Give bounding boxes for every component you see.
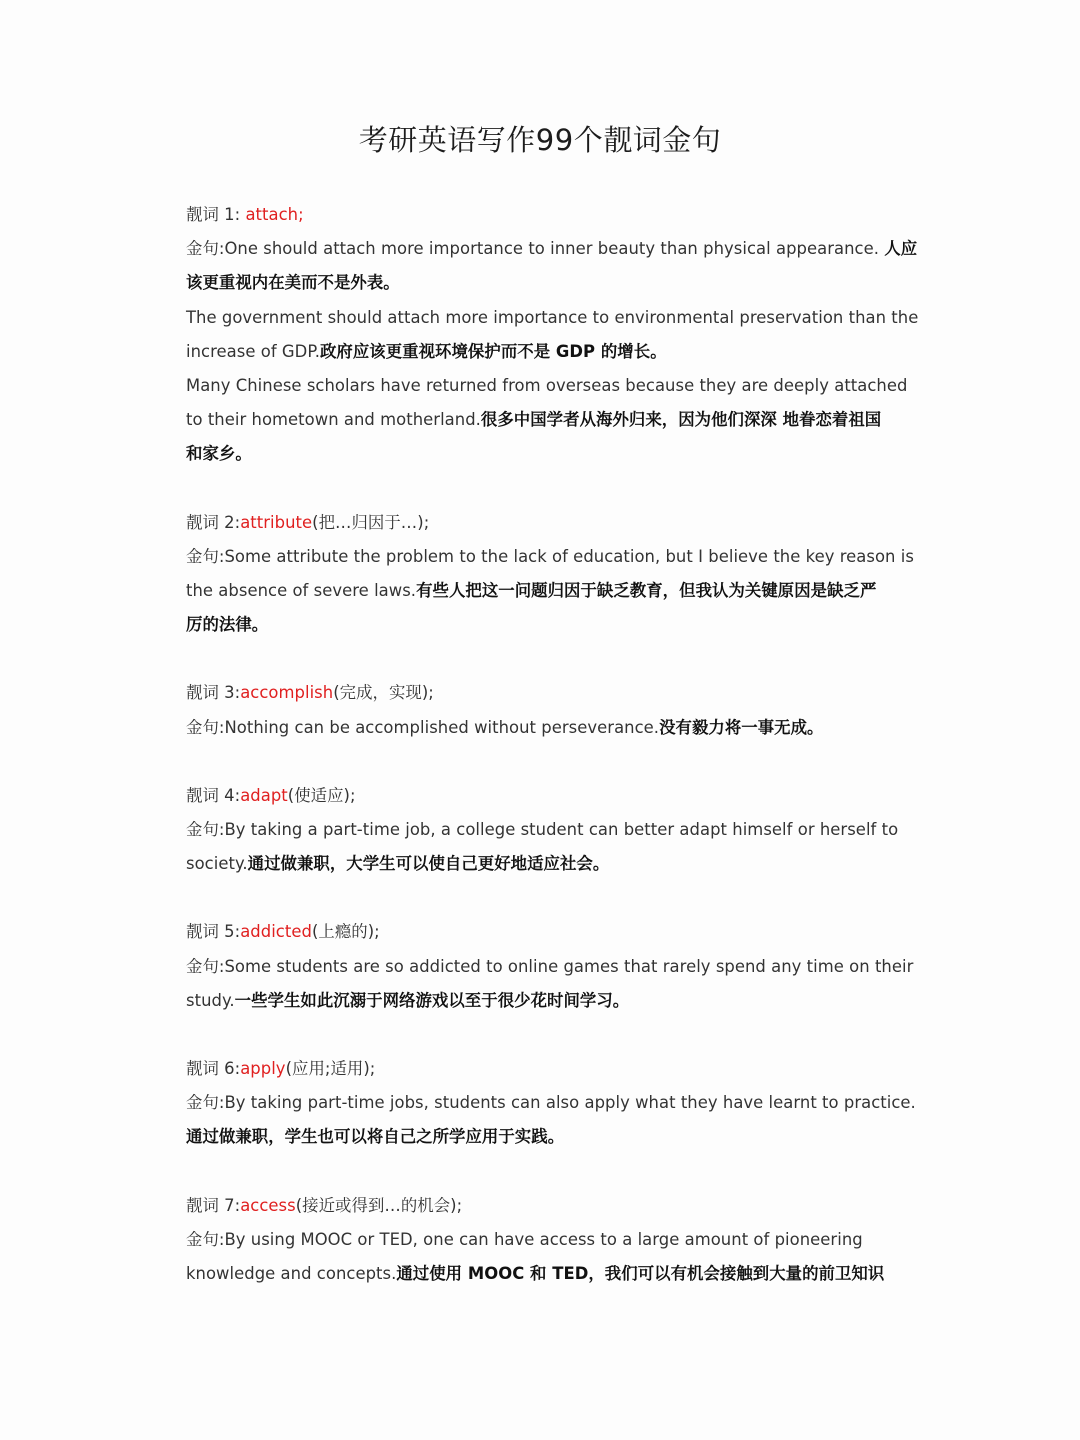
sentence-line: [186, 335, 906, 369]
sentence-line: [186, 711, 906, 745]
entry-heading: [186, 198, 906, 232]
vocab-entry: [186, 198, 919, 472]
english-text: 金句:By taking part-time jobs, students can also apply what they have learnt to practice.: [186, 1093, 916, 1113]
entry-number-label: 靓词 4:: [186, 785, 241, 805]
english-text: study.: [186, 990, 235, 1010]
chinese-translation: 很多中国学者从海外归来，因为他们深深 地眷恋着祖国: [480, 410, 882, 430]
sentence-line: [186, 403, 906, 437]
english-text: 金句:Nothing can be accomplished without perseverance.: [186, 717, 660, 737]
entry-number-label: 靓词 6:: [186, 1059, 241, 1079]
vocab-entry: [186, 676, 906, 744]
english-text: increase of GDP.: [186, 341, 320, 361]
vocab-entry: [186, 1189, 906, 1292]
entry-number-label: 靓词 3:: [186, 683, 241, 703]
english-text: 金句:One should attach more importance to inner beauty than physical appearance.: [186, 239, 885, 259]
chinese-translation: 通过使用 MOOC 和 TED，我们可以有机会接触到大量的前卫知识: [396, 1264, 885, 1284]
entry-keyword: attach;: [245, 205, 304, 224]
entry-gloss: (应用;适用);: [285, 1059, 376, 1079]
chinese-translation: 人应: [884, 239, 918, 259]
entry-number-label: 靓词 2:: [186, 512, 241, 532]
sentence-line: [186, 1223, 906, 1257]
english-text: The government should attach more importance to environmental preservation than the: [186, 307, 919, 327]
entries-list: [186, 198, 919, 1325]
sentence-line: [186, 984, 906, 1018]
sentence-line: [186, 301, 919, 335]
sentence-line: [186, 1086, 916, 1120]
english-text: 金句:Some attribute the problem to the lack of education, but I believe the key reason is: [186, 546, 914, 566]
sentence-line: [186, 1120, 906, 1154]
english-text: the absence of severe laws.: [186, 581, 417, 601]
sentence-line: [186, 232, 918, 266]
chinese-translation: 通过做兼职，大学生可以使自己更好地适应社会。: [247, 854, 610, 874]
sentence-line: [186, 540, 914, 574]
sentence-line: [186, 950, 914, 984]
entry-heading: [186, 915, 906, 949]
entry-number-label: 靓词 7:: [186, 1195, 241, 1215]
english-text: society.: [186, 854, 248, 874]
english-text: 金句:Some students are so addicted to online games that rarely spend any time on their: [186, 956, 914, 976]
chinese-translation: 该更重视内在美而不是外表。: [186, 273, 400, 293]
entry-number-label: 靓词 1:: [186, 205, 246, 224]
entry-heading: [186, 676, 906, 710]
chinese-translation: 通过做兼职，学生也可以将自己之所学应用于实践。: [186, 1127, 565, 1147]
english-text: Many Chinese scholars have returned from overseas because they are deeply attached: [186, 376, 908, 396]
sentence-line: [186, 813, 906, 847]
sentence-line: [186, 437, 906, 471]
chinese-translation: 一些学生如此沉溺于网络游戏以至于很少花时间学习。: [234, 990, 630, 1010]
chinese-translation: 和家乡。: [186, 444, 252, 464]
chinese-translation: 厉的法律。: [186, 615, 269, 635]
entry-keyword: accomplish: [240, 683, 334, 703]
vocab-entry: [186, 779, 906, 882]
sentence-line: [186, 847, 906, 881]
entry-gloss: (把…归因于…);: [312, 512, 430, 532]
page-title: 考研英语写作99个靓词金句: [358, 123, 722, 157]
entry-number-label: 靓词 5:: [186, 922, 241, 942]
sentence-line: [186, 608, 906, 642]
sentence-line: [186, 369, 906, 403]
entry-gloss: (使适应);: [287, 785, 356, 805]
chinese-translation: 没有毅力将一事无成。: [659, 717, 824, 737]
vocab-entry: [186, 1052, 916, 1155]
entry-gloss: (上瘾的);: [311, 922, 380, 942]
chinese-translation: 政府应该更重视环境保护而不是 GDP 的增长。: [319, 341, 667, 361]
entry-heading: [186, 506, 906, 540]
vocab-entry: [186, 915, 914, 1018]
entry-gloss: (接近或得到…的机会);: [295, 1195, 463, 1215]
english-text: 金句:By taking a part-time job, a college student can better adapt himself or herself to: [186, 820, 899, 840]
english-text: knowledge and concepts.: [186, 1264, 397, 1284]
entry-gloss: (完成，实现);: [333, 683, 434, 703]
entry-heading: [186, 1189, 906, 1223]
vocab-entry: [186, 506, 914, 643]
english-text: 金句:By using MOOC or TED, one can have access to a large amount of pioneering: [186, 1229, 863, 1249]
sentence-line: [186, 1257, 906, 1291]
chinese-translation: 有些人把这一问题归因于缺乏教育，但我认为关键原因是缺乏严: [416, 581, 877, 601]
entry-keyword: apply: [240, 1059, 286, 1079]
english-text: to their hometown and motherland.: [186, 410, 481, 430]
entry-heading: [186, 779, 906, 813]
entry-heading: [186, 1052, 906, 1086]
entry-keyword: access: [240, 1195, 296, 1215]
entry-keyword: attribute: [240, 512, 313, 532]
sentence-line: [186, 574, 906, 608]
entry-keyword: addicted: [240, 922, 312, 942]
sentence-line: [186, 266, 906, 300]
entry-keyword: adapt: [240, 785, 288, 805]
